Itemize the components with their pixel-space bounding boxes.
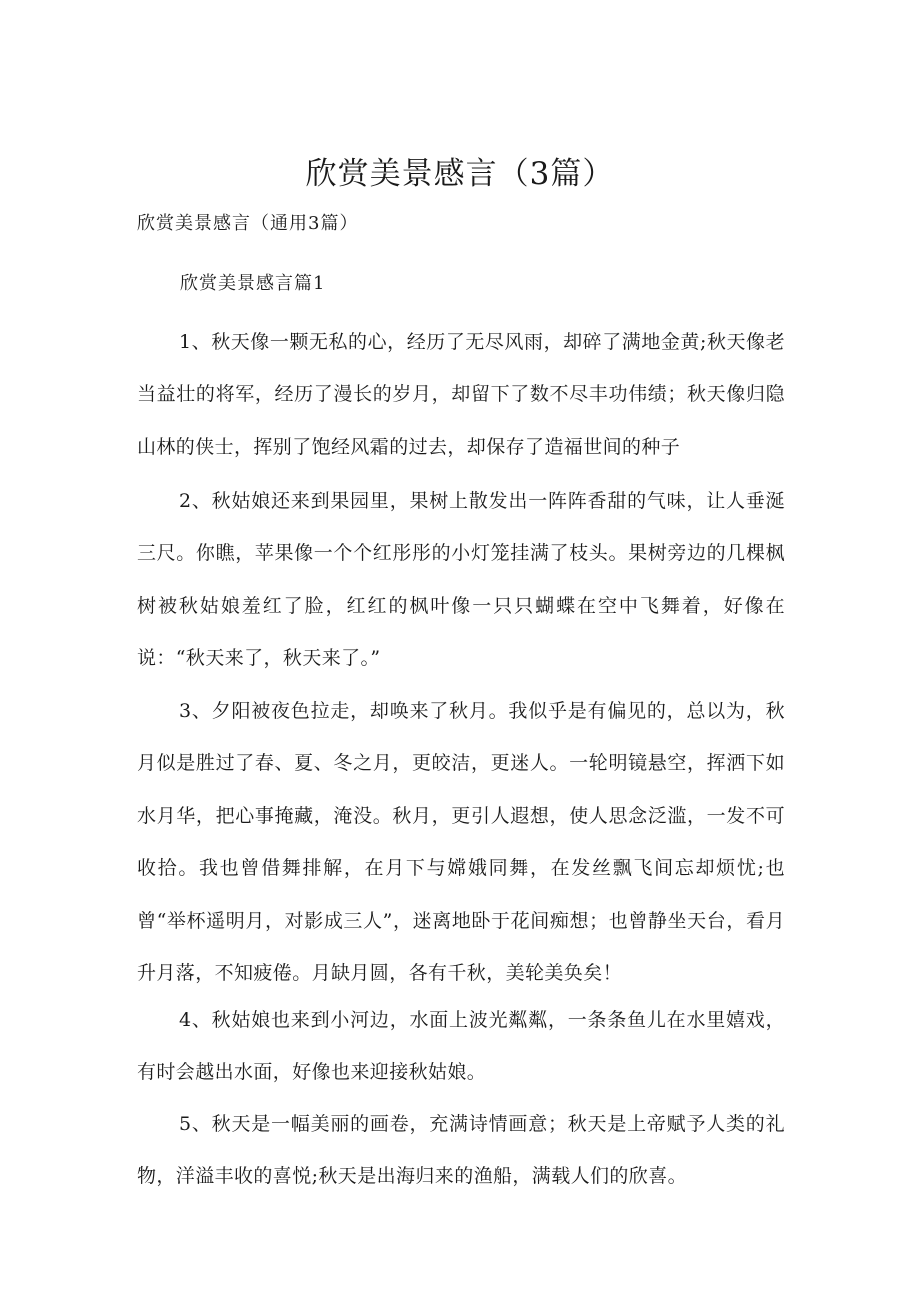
document-subtitle: 欣赏美景感言（通用3篇） xyxy=(137,213,359,234)
paragraph-5: 5、秋天是一幅美丽的画卷，充满诗情画意；秋天是上帝赋予人类的礼物，洋溢丰收的喜悦;秋天是出海归来的渔船，满载人们的欣喜。 xyxy=(137,1113,785,1188)
paragraph-2: 2、秋姑娘还来到果园里，果树上散发出一阵阵香甜的气味，让人垂涎三尺。你瞧，苹果像一个个红彤彤的小灯笼挂满了枝头。果树旁边的几棵枫树被秋姑娘羞红了脸，红红的枫叶像一只只蝴蝶在空中飞舞着，好像在说：“秋天来了，秋天来了。” xyxy=(137,490,785,670)
paragraph-1: 1、秋天像一颗无私的心，经历了无尽风雨，却碎了满地金黄;秋天像老当益壮的将军，经历了漫长的岁月，却留下了数不尽丰功伟绩；秋天像归隐山林的侠士，挥别了饱经风霜的过去，却保存了造福世间的种子 xyxy=(137,331,785,458)
section-heading: 欣赏美景感言篇1 xyxy=(180,273,326,294)
page-title: 欣赏美景感言（3篇） xyxy=(305,156,615,192)
paragraph-4: 4、秋姑娘也来到小河边，水面上波光粼粼，一条条鱼儿在水里嬉戏，有时会越出水面，好像也来迎接秋姑娘。 xyxy=(137,1009,785,1084)
paragraph-3: 3、夕阳被夜色拉走，却唤来了秋月。我似乎是有偏见的，总以为，秋月似是胜过了春、夏、冬之月，更皎洁，更迷人。一轮明镜悬空，挥洒下如水月华，把心事掩藏，淹没。秋月，更引人遐想，使人思念泛滥，一发不可收拾。我也曾借舞排解，在月下与嫦娥同舞，在发丝飘飞间忘却烦忧;也曾“举杯遥明月，对影成三人”，迷离地卧于花间痴想；也曾静坐天台，看月升月落，不知疲倦。月缺月圆，各有千秋，美轮美奂矣！ xyxy=(137,700,785,985)
